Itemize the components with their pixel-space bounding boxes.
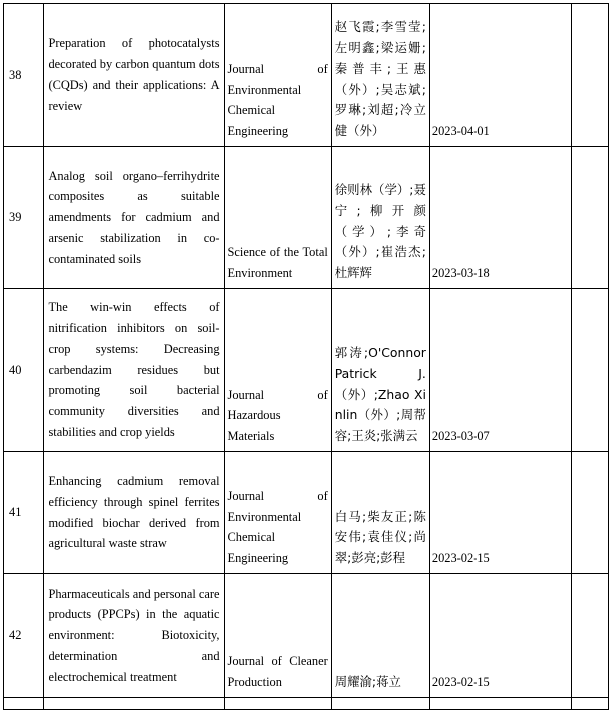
publication-table: [3, 3, 609, 710]
journal-name: Journal of Cleaner Production: [224, 574, 331, 698]
extra-cell: [571, 4, 608, 147]
extra-cell: [571, 147, 608, 289]
table-row: [4, 452, 609, 574]
author-list: [331, 698, 429, 710]
row-number: 42: [4, 574, 44, 698]
author-list: 周耀渝;蒋立: [331, 574, 429, 698]
row-number: [4, 698, 44, 710]
paper-title: Analog soil organo–ferrihydrite composites as suitable amendments for cadmium and arsenic stabilization in co-contaminated soils: [44, 147, 224, 289]
publication-date: 2023-02-15: [429, 452, 571, 574]
table-row: [4, 147, 609, 289]
row-number: 40: [4, 289, 44, 452]
publication-date: 2023-03-18: [429, 147, 571, 289]
table-row: [4, 289, 609, 452]
journal-name: [224, 698, 331, 710]
publication-date: 2023-02-15: [429, 574, 571, 698]
journal-name: Journal of Environmental Chemical Engineering: [224, 4, 331, 147]
paper-title: Preparation of photocatalysts decorated by carbon quantum dots (CQDs) and their applications: A review: [44, 4, 224, 147]
paper-title: Enhancing cadmium removal efficiency through spinel ferrites modified biochar derived from agricultural waste straw: [44, 452, 224, 574]
extra-cell: [571, 452, 608, 574]
row-number: 39: [4, 147, 44, 289]
publication-date: 2023-04-01: [429, 4, 571, 147]
extra-cell: [571, 698, 608, 710]
paper-title: Pharmaceuticals and personal care products (PPCPs) in the aquatic environment: Biotoxicity, determination and electrochemical treatment: [44, 574, 224, 698]
author-list: 徐则林（学）;聂宁;柳开颜（学）;李奇（外）;崔浩杰;杜辉辉: [331, 147, 429, 289]
paper-title: [44, 698, 224, 710]
extra-cell: [571, 289, 608, 452]
table-row-partial: [4, 698, 609, 710]
table-row: [4, 574, 609, 698]
extra-cell: [571, 574, 608, 698]
row-number: 41: [4, 452, 44, 574]
journal-name: Journal of Hazardous Materials: [224, 289, 331, 452]
publication-date: [429, 698, 571, 710]
journal-name: Science of the Total Environment: [224, 147, 331, 289]
author-list: 赵飞霞;李雪莹;左明鑫;梁运姗;秦普丰;王惠（外）;吴志斌;罗琳;刘超;冷立健（外）: [331, 4, 429, 147]
paper-title: The win-win effects of nitrification inhibitors on soil-crop systems: Decreasing carbendazim residues but promoting soil bacterial community diversities and stabilities and crop yields: [44, 289, 224, 452]
row-number: 38: [4, 4, 44, 147]
table-row: [4, 4, 609, 147]
author-list: 白马;柴友正;陈安伟;袁佳仪;尚翠;彭亮;彭程: [331, 452, 429, 574]
publication-date: 2023-03-07: [429, 289, 571, 452]
journal-name: Journal of Environmental Chemical Engineering: [224, 452, 331, 574]
author-list: 郭涛;O'Connor Patrick J.（外）;Zhao Xinlin（外）;周帮容;王炎;张满云: [331, 289, 429, 452]
